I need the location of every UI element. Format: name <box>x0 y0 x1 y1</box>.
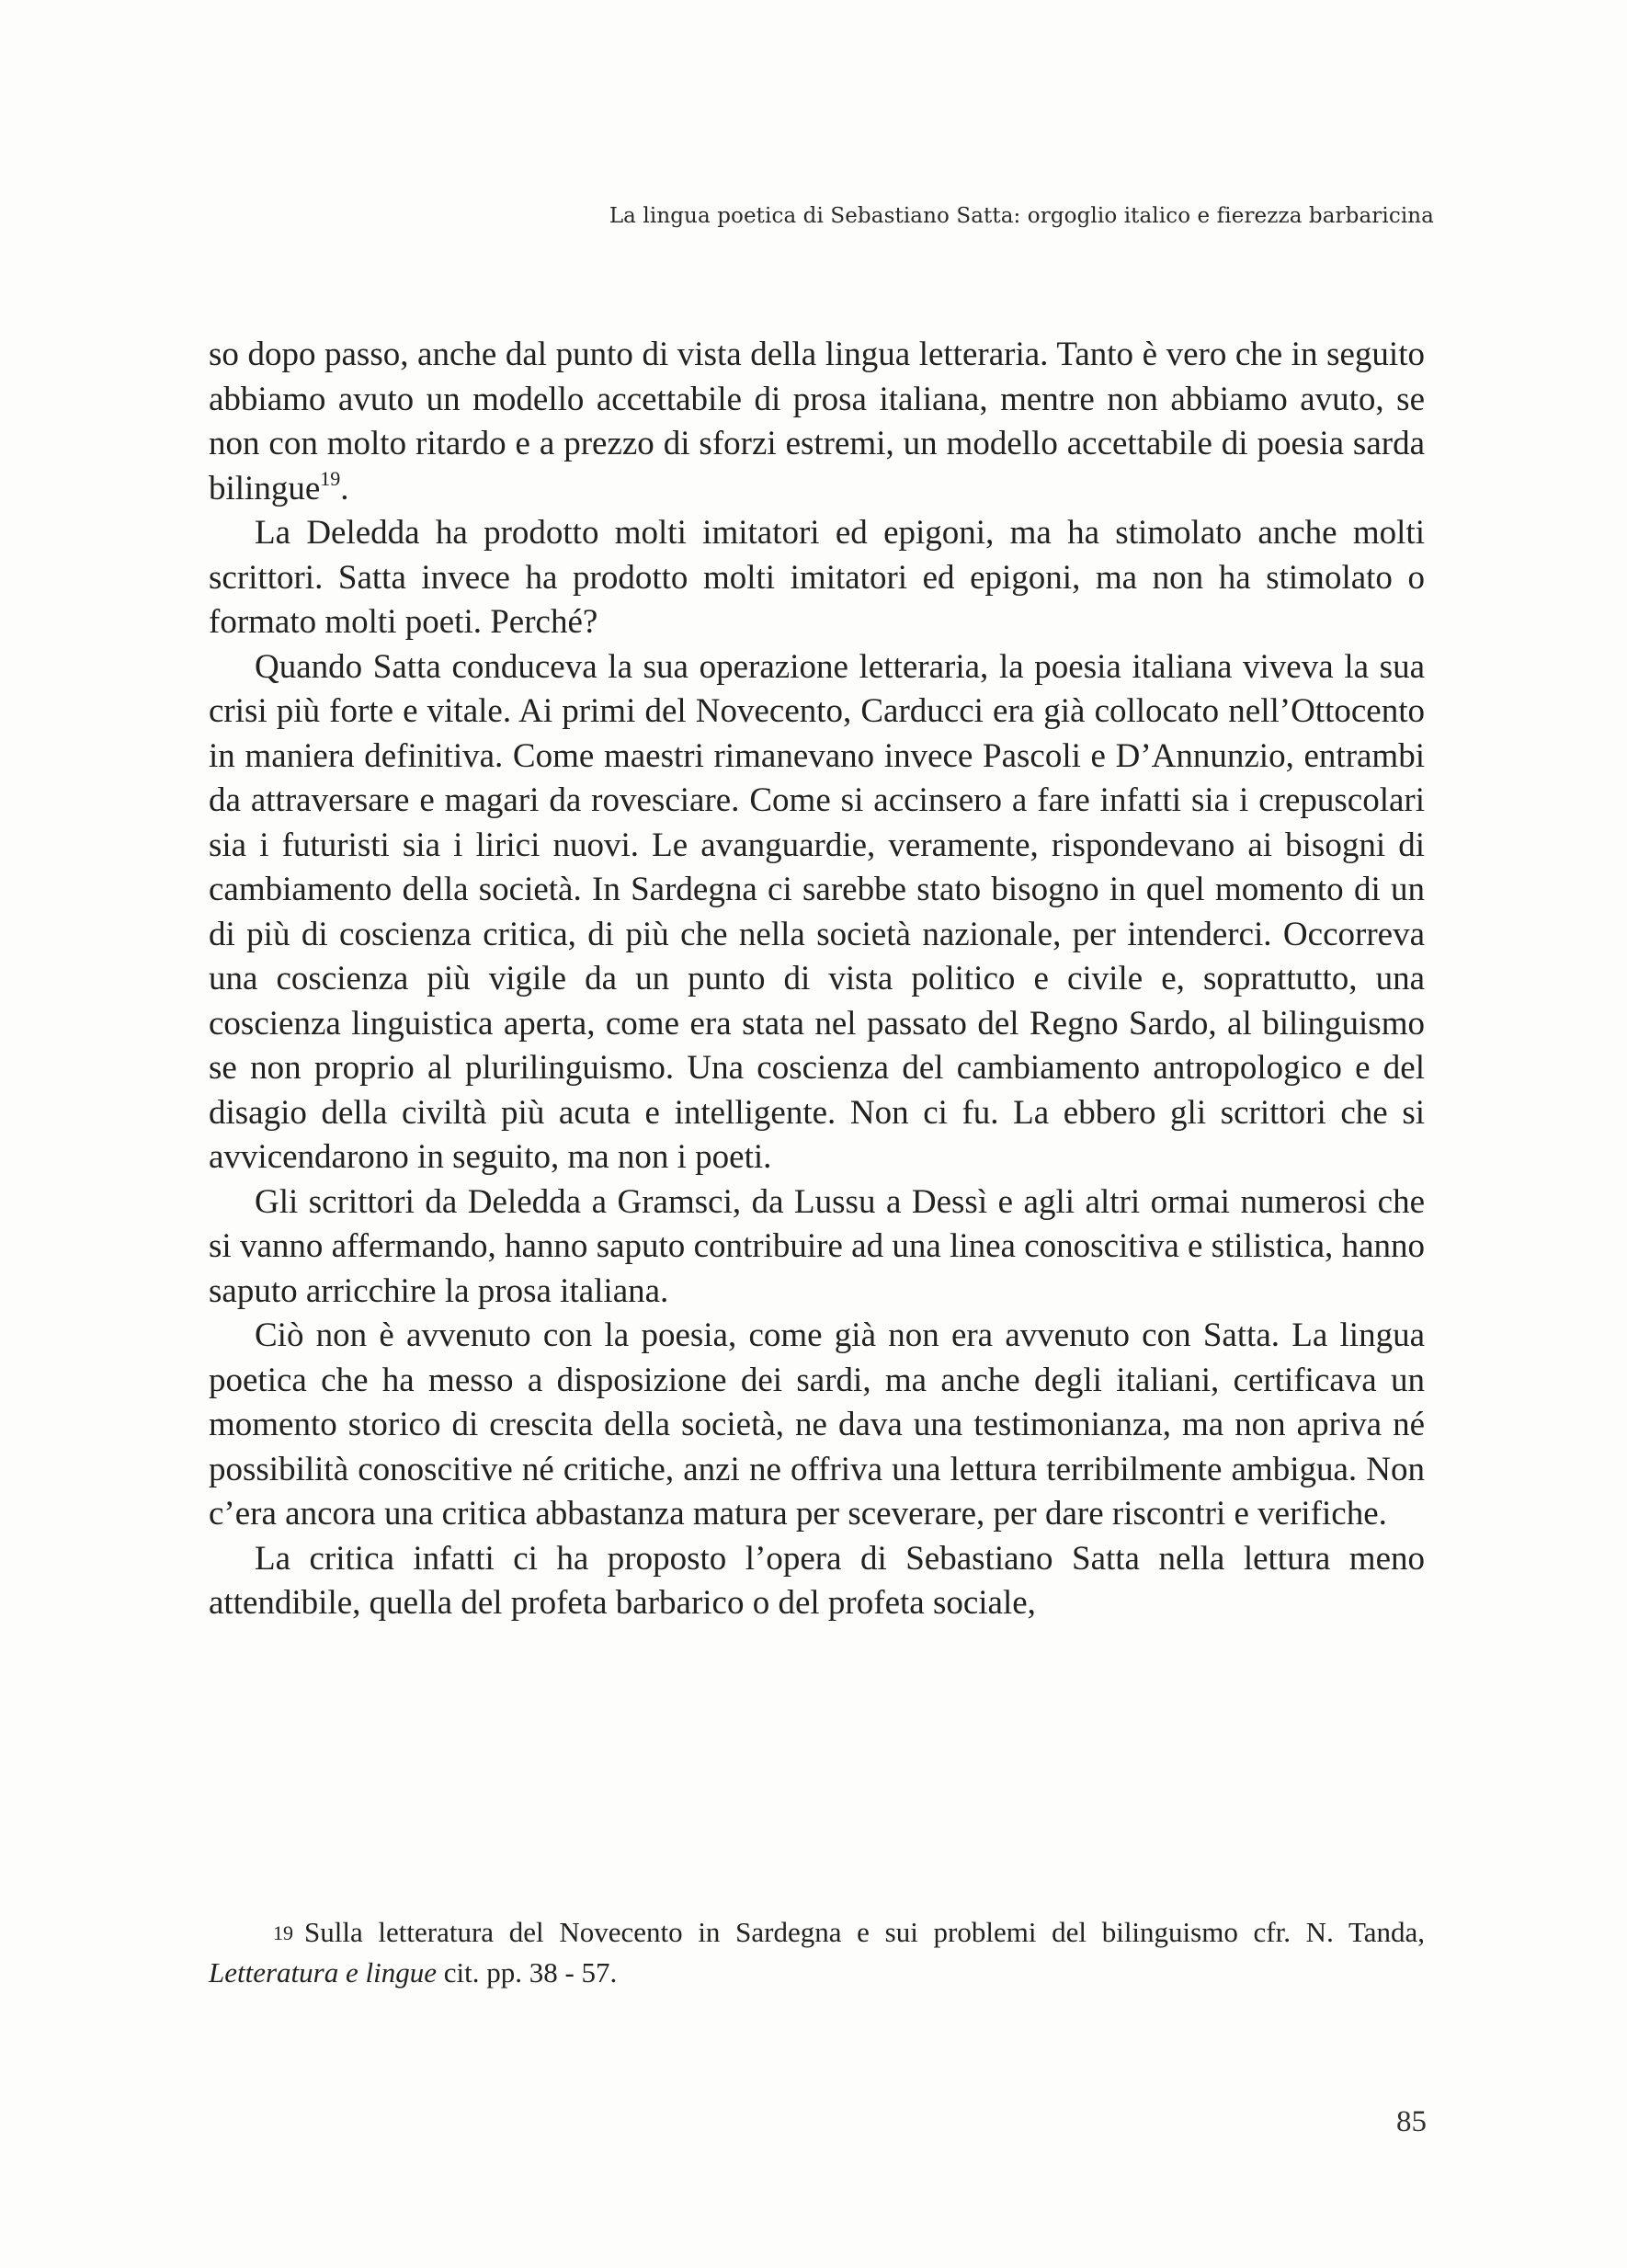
page-number: 85 <box>1396 2105 1427 2138</box>
footnote-citation: cit. pp. 38 - 57. <box>436 1956 618 1989</box>
paragraph-text: so dopo passo, anche dal punto di vista della lingua letteraria. Tanto è vero che in seguito abbiamo avuto un modello accettabile di prosa italiana, mentre non abbiamo avuto, se non con molto ritardo e a prezzo di sforzi estremi, un modello accettabile di poesia sarda bilingue <box>209 336 1425 507</box>
body-text <box>209 333 1425 1626</box>
footnote <box>209 1912 1425 1993</box>
paragraph: La critica infatti ci ha proposto l’opera di Sebastiano Satta nella lettura meno attendibile, quella del profeta barbarico o del profeta sociale, <box>209 1539 1425 1622</box>
paragraph: Quando Satta conduceva la sua operazione letteraria, la poesia italiana viveva la sua crisi più forte e vitale. Ai primi del Novecento, Carducci era già collocato nell’Ottocento in maniera definitiva. Come maestri rimanevano invece Pascoli e D’Annunzio, entrambi da attraversare e magari da rovesciare. Come si accinsero a fare infatti sia i crepuscolari sia i futuristi sia i lirici nuovi. Le avanguardie, veramente, rispondevano ai bisogni di cambiamento della società. In Sardegna ci sarebbe stato bisogno in quel momento di un di più di coscienza critica, di più che nella società nazionale, per intenderci. Occorreva una coscienza più vigile da un punto di vista politico e civile e, soprattutto, una coscienza linguistica aperta, come era stata nel passato del Regno Sardo, al bilinguismo se non proprio al plurilinguismo. Una coscienza del cambiamento antropologico e del disagio della civiltà più acuta e intelligente. Non ci fu. La ebbero gli scrittori che si avvicendarono in seguito, ma non i poeti. <box>209 647 1425 1176</box>
paragraph: La Deledda ha prodotto molti imitatori ed epigoni, ma ha stimolato anche molti scrittori. Satta invece ha prodotto molti imitatori ed epigoni, ma non ha stimolato o formato molti poeti. Perché? <box>209 514 1425 641</box>
footnote-reference: 19 <box>320 466 341 490</box>
footnote-number: 19 <box>273 1921 293 1944</box>
paragraph: Gli scrittori da Deledda a Gramsci, da Lussu a Dessì e agli altri ormai numerosi che si vanno affermando, hanno saputo contribuire ad una linea conoscitiva e stilistica, hanno saputo arricchire la prosa italiana. <box>209 1182 1425 1310</box>
footnote-cited-title: Letteratura e lingue <box>209 1956 437 1989</box>
paragraph <box>209 333 1425 511</box>
paragraph: Ciò non è avvenuto con la poesia, come già non era avvenuto con Satta. La lingua poetica che ha messo a disposizione dei sardi, ma anche degli italiani, certificava un momento storico di crescita della società, ne dava una testimonianza, ma non apriva né possibilità conoscitive né critiche, anzi ne offriva una lettura terribilmente ambigua. Non c’era ancora una critica abbastanza matura per sceverare, per dare riscontri e verifiche. <box>209 1316 1425 1533</box>
paragraph-punctuation: . <box>340 469 349 507</box>
running-header: La lingua poetica di Sebastiano Satta: orgoglio italico e fierezza barbaricina <box>609 204 1434 228</box>
footnotes <box>209 1912 1425 1993</box>
footnote-text: Sulla letteratura del Novecento in Sardegna e sui problemi del bilinguismo cfr. N. Tanda, <box>304 1916 1425 1948</box>
